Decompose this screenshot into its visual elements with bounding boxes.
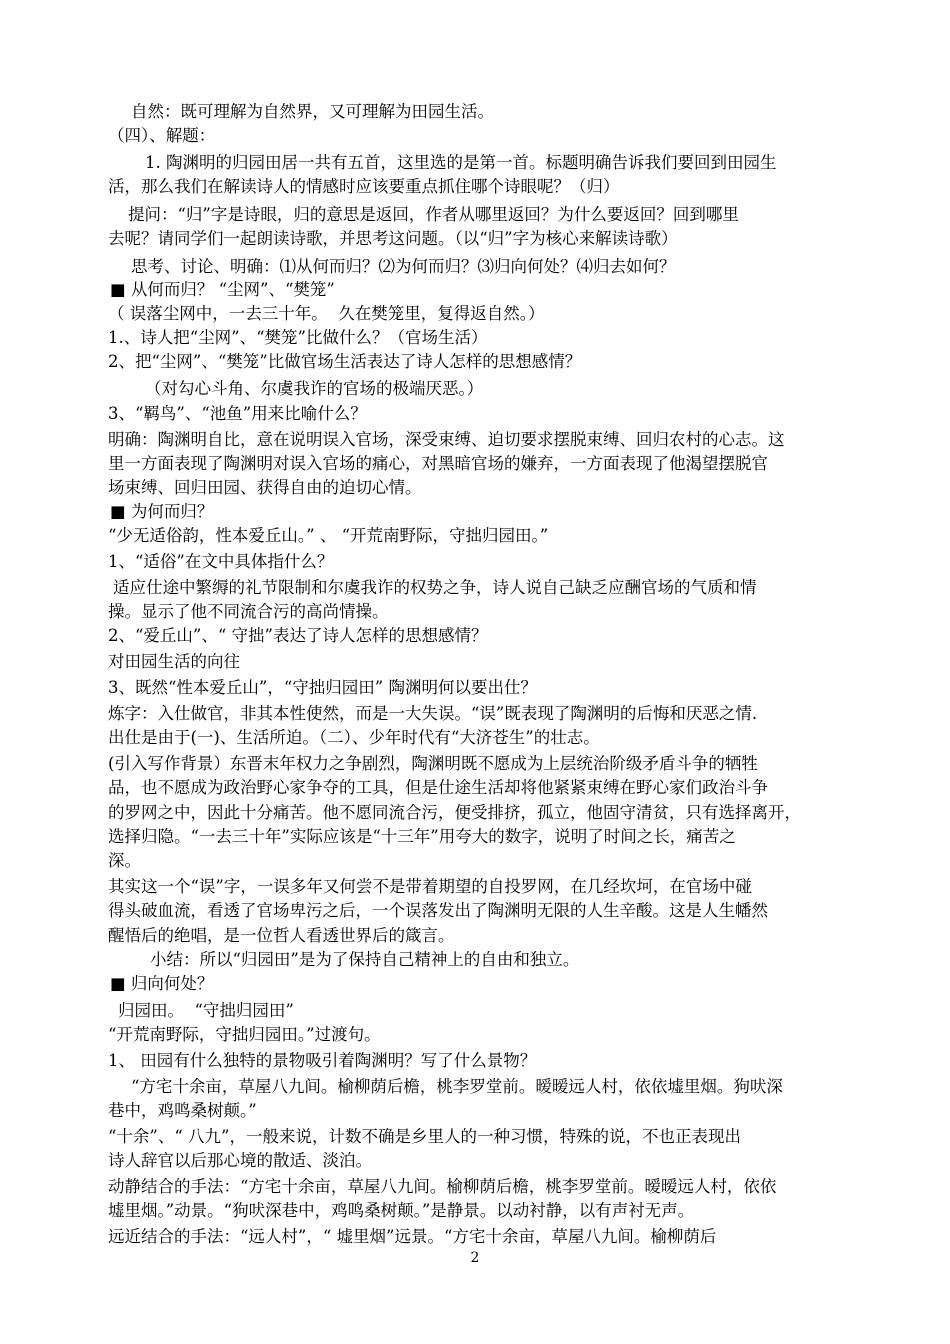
text-line: 操。显示了他不同流合污的高尚情操。 — [108, 602, 389, 621]
text-line: 场束缚、回归田园、获得自由的迫切心情。 — [108, 478, 422, 497]
text-line: 3、既然“性本爱丘山”，“守拙归园田” 陶渊明何以要出仕？ — [108, 678, 537, 697]
page-number: 2 — [470, 1250, 480, 1266]
text-line: 得头破血流，看透了官场卑污之后，一个误落发出了陶渊明无限的人生辛酸。这是人生幡然 — [108, 901, 768, 920]
text-line: 出仕是由于(一)、生活所迫。（二）、少年时代有“大济苍生”的壮志。 — [108, 728, 600, 747]
text-line: 自然：既可理解为自然界，又可理解为田园生活。 — [131, 102, 494, 121]
text-line: 1、“适俗”在文中具体指什么？ — [108, 552, 334, 571]
text-line: 归园田。 “守拙归园田” — [118, 1001, 294, 1020]
text-line: 思考、讨论、明确：⑴从何而归？⑵为何而归？⑶归向何处？⑷归去如何？ — [131, 257, 676, 276]
text-line: 提问：“归”字是诗眼，归的意思是返回，作者从哪里返回？为什么要返回？回到哪里 — [128, 205, 739, 224]
text-line: ■ 为何而归？ — [110, 502, 214, 521]
text-line: 里一方面表现了陶渊明对误入官场的痛心，对黑暗官场的嫌弃，一方面表现了他渴望摆脱官 — [108, 454, 768, 473]
text-line: 诗人辞官以后那心境的散适、淡泊。 — [108, 1151, 372, 1170]
text-line: 对田园生活的向往 — [108, 652, 240, 671]
text-line: 活，那么我们在解读诗人的情感时应该要重点抓住哪个诗眼呢？（归） — [108, 177, 620, 196]
text-line: “方宅十余亩，草屋八九间。榆柳荫后檐，桃李罗堂前。暧暧远人村，依依墟里烟。狗吠深 — [131, 1077, 783, 1096]
text-line: 其实这一个“误”字，一误多年又何尝不是带着期望的自投罗网，在几经坎坷，在官场中碰 — [108, 877, 752, 896]
text-line: “少无适俗韵，性本爱丘山。” 、 “开荒南野际，守拙归园田。” — [108, 526, 549, 545]
text-line: （四）、解题： — [108, 126, 216, 145]
text-line: 炼字：入仕做官，非其本性使然，而是一大失误。“误”既表现了陶渊明的后悔和厌恶之情. — [108, 704, 758, 723]
text-line: 1. 陶渊明的归园田居一共有五首，这里选的是第一首。标题明确告诉我们要回到田园生 — [145, 153, 777, 172]
text-line: 墟里烟。”动景。“狗吠深巷中，鸡鸣桑树颠。”是静景。以动衬静，以有声衬无声。 — [108, 1201, 695, 1220]
text-line: 的罗网之中，因此十分痛苦。他不愿同流合污，便受排挤，孤立，他固守清贫，只有选择离开， — [108, 803, 801, 822]
text-line: 3、“羁鸟”、“池鱼”用来比喻什么？ — [108, 404, 367, 423]
text-line: 醒悟后的绝唱，是一位哲人看透世界后的箴言。 — [108, 926, 455, 945]
text-line: 1、 田园有什么独特的景物吸引着陶渊明？写了什么景物？ — [108, 1051, 537, 1070]
text-line: 动静结合的手法：“方宅十余亩，草屋八九间。榆柳荫后檐，桃李罗堂前。暧暧远人村，依依 — [108, 1177, 777, 1196]
text-line: (引入写作背景）东晋末年权力之争剧烈，陶渊明既不愿成为上层统治阶级矛盾斗争的牺牲 — [108, 754, 758, 773]
text-line: “十余”、“ 八九”，一般来说，计数不确是乡里人的一种习惯，特殊的说，不也正表现出 — [108, 1127, 741, 1146]
text-line: 巷中，鸡鸣桑树颠。” — [108, 1101, 257, 1120]
text-line: 适应仕途中繁缛的礼节限制和尔虞我诈的权势之争，诗人说自己缺乏应酬官场的气质和情 — [113, 578, 757, 597]
text-line: 2、“爱丘山”、“ 守拙”表达了诗人怎样的思想感情？ — [108, 626, 488, 645]
text-line: 品，也不愿成为政治野心家争夺的工具，但是仕途生活却将他紧紧束缚在野心家们政治斗争 — [108, 778, 768, 797]
text-line: 远近结合的手法：“远人村”，“ 墟里烟”远景。“方宅十余亩，草屋八九间。榆柳荫后 — [108, 1227, 717, 1246]
text-line: （ 误落尘网中，一去三十年。 久在樊笼里，复得返自然。） — [108, 304, 545, 323]
text-line: 2、把“尘网”、“樊笼”比做官场生活表达了诗人怎样的思想感情？ — [108, 352, 582, 371]
text-line: 小结：所以“归园田”是为了保持自己精神上的自由和独立。 — [150, 950, 580, 969]
text-line: 明确：陶渊明自比，意在说明误入官场，深受束缚、迫切要求摆脱束缚、回归农村的心志。这 — [108, 430, 785, 449]
text-line: ■ 从何而归？ “尘网”、“樊笼” — [110, 280, 335, 299]
text-line: 去呢？请同学们一起朗读诗歌，并思考这问题。（以“归”字为核心来解读诗歌） — [108, 229, 678, 248]
text-line: 深。 — [108, 851, 141, 870]
text-line: 1.、诗人把“尘网”、“樊笼”比做什么？（官场生活） — [108, 328, 488, 347]
text-line: 选择归隐。“一去三十年”实际应该是“十三年”用夸大的数字，说明了时间之长，痛苦之 — [108, 827, 736, 846]
text-line: “开荒南野际，守拙归园田。”过渡句。 — [108, 1025, 381, 1044]
text-line: ■ 归向何处？ — [110, 974, 214, 993]
text-line: （对勾心斗角、尔虞我诈的官场的极端厌恶。） — [145, 379, 484, 398]
